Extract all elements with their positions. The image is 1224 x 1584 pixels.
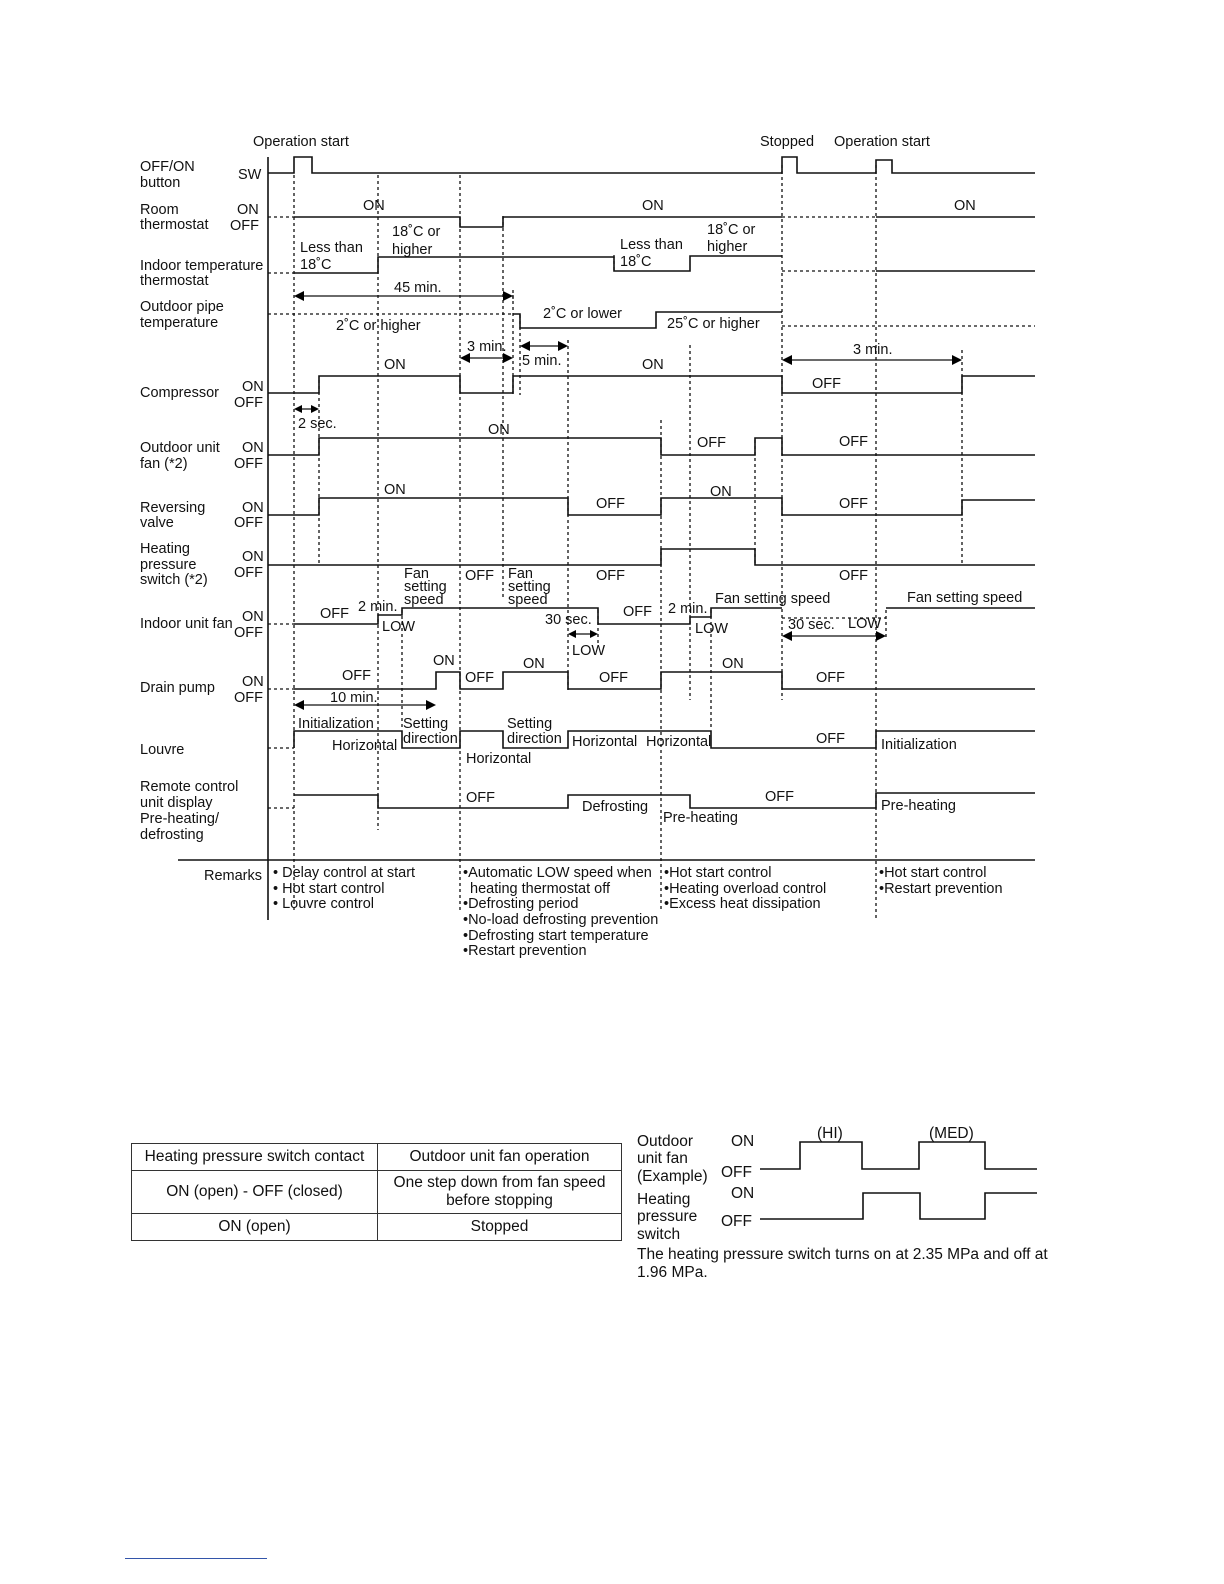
svg-text:OFF: OFF — [816, 670, 845, 686]
svg-text:OFF: OFF — [816, 731, 845, 747]
cell-line: One step down from fan speed — [393, 1174, 606, 1191]
svg-text:Remote control: Remote control — [140, 779, 239, 795]
svg-text:30 sec.: 30 sec. — [545, 612, 592, 628]
reversing-valve-signal — [268, 498, 1035, 515]
svg-text:OFF: OFF — [230, 218, 259, 234]
svg-text:Room: Room — [140, 202, 179, 218]
svg-text:OFF: OFF — [320, 606, 349, 622]
svg-text:Horizontal: Horizontal — [572, 734, 638, 750]
svg-text:Outdoor unit: Outdoor unit — [140, 440, 220, 456]
svg-text:higher: higher — [707, 239, 748, 255]
svg-text:OFF: OFF — [839, 434, 868, 450]
svg-text:ON: ON — [642, 357, 664, 373]
svg-text:OFF: OFF — [234, 565, 263, 581]
level-label: ON — [731, 1185, 755, 1202]
cell-line: before stopping — [446, 1192, 553, 1209]
svg-text:OFF: OFF — [623, 604, 652, 620]
header-contact: Heating pressure switch contact — [132, 1144, 378, 1171]
svg-text:2 sec.: 2 sec. — [298, 416, 337, 432]
svg-text:LOW: LOW — [382, 619, 416, 635]
indoor-thermo-signal — [294, 256, 782, 273]
speed-label: (MED) — [929, 1125, 974, 1142]
svg-text:25˚C or higher: 25˚C or higher — [667, 316, 760, 332]
level-label: OFF — [721, 1213, 752, 1230]
svg-text:Horizontal: Horizontal — [466, 751, 532, 767]
svg-text:2 min.: 2 min. — [668, 601, 708, 617]
svg-text:ON: ON — [242, 379, 264, 395]
row-label: Heating — [637, 1191, 691, 1208]
svg-text:2˚C or lower: 2˚C or lower — [543, 306, 622, 322]
speed-label: (HI) — [817, 1125, 843, 1142]
remarks — [204, 865, 1003, 959]
svg-text:valve: valve — [140, 515, 174, 531]
table-row — [132, 1214, 622, 1241]
svg-text:Remarks: Remarks — [204, 868, 263, 884]
svg-text:•Heating overload control: •Heating overload control — [664, 881, 827, 897]
svg-text:speed: speed — [508, 592, 548, 608]
svg-text:OFF: OFF — [342, 668, 371, 684]
pressure-switch-signal — [760, 1193, 1037, 1219]
svg-text:setting: setting — [508, 579, 551, 595]
svg-text:3 min.: 3 min. — [467, 339, 507, 355]
table-row — [132, 1171, 622, 1214]
svg-text:ON: ON — [242, 440, 264, 456]
svg-text:speed: speed — [404, 592, 444, 608]
svg-text:ON: ON — [642, 198, 664, 214]
svg-text:pressure: pressure — [140, 557, 197, 573]
svg-text:Setting: Setting — [507, 716, 553, 732]
svg-text:OFF: OFF — [234, 690, 263, 706]
svg-text:OFF: OFF — [234, 395, 263, 411]
label-operation-start-1: Operation start — [253, 134, 349, 150]
svg-text:18˚C or: 18˚C or — [392, 224, 441, 240]
svg-text:LOW: LOW — [695, 621, 729, 637]
svg-text:•Defrosting start temperature: •Defrosting start temperature — [463, 928, 649, 944]
svg-text:SW: SW — [238, 167, 262, 183]
svg-text:ON: ON — [384, 482, 406, 498]
row-label: switch — [637, 1226, 681, 1243]
svg-text:•Excess heat dissipation: •Excess heat dissipation — [664, 896, 821, 912]
svg-text:fan (*2): fan (*2) — [140, 456, 188, 472]
svg-text:ON: ON — [722, 656, 744, 672]
cell-fan-operation — [378, 1171, 622, 1214]
svg-text:higher: higher — [392, 242, 433, 258]
svg-text:30 sec.: 30 sec. — [788, 617, 835, 633]
row-label: (Example) — [637, 1168, 708, 1185]
svg-text:Less than: Less than — [620, 237, 683, 253]
cell-contact: ON (open) - OFF (closed) — [132, 1171, 378, 1214]
svg-text:ON: ON — [242, 674, 264, 690]
header-fan-operation: Outdoor unit fan operation — [378, 1144, 622, 1171]
svg-text:•Hot start control: •Hot start control — [664, 865, 772, 881]
svg-text:Fan setting speed: Fan setting speed — [715, 591, 831, 607]
svg-text:Louvre: Louvre — [140, 742, 185, 758]
svg-text:OFF: OFF — [465, 670, 494, 686]
svg-text:Defrosting: Defrosting — [582, 799, 649, 815]
svg-text:direction: direction — [507, 731, 562, 747]
svg-text:•Restart prevention: •Restart prevention — [463, 943, 587, 959]
svg-text:•Hot start control: •Hot start control — [879, 865, 987, 881]
svg-text:Drain pump: Drain pump — [140, 680, 215, 696]
outdoor-fan-signal — [268, 438, 1035, 455]
svg-text:OFF: OFF — [839, 568, 868, 584]
svg-text:Initialization: Initialization — [298, 716, 374, 732]
pressure-switch-note: The heating pressure switch turns on at 2.35 MPa and off at 1.96 MPa. — [637, 1246, 1048, 1281]
svg-text:OFF/ON: OFF/ON — [140, 159, 195, 175]
svg-text:switch (*2): switch (*2) — [140, 572, 208, 588]
cell-fan-operation: Stopped — [378, 1214, 622, 1241]
svg-text:OFF: OFF — [599, 670, 628, 686]
svg-text:button: button — [140, 175, 181, 191]
svg-text:• Delay control at start: • Delay control at start — [273, 865, 416, 881]
svg-text:OFF: OFF — [234, 456, 263, 472]
svg-text:LOW: LOW — [572, 643, 606, 659]
svg-text:2 min.: 2 min. — [358, 599, 398, 615]
svg-text:direction: direction — [403, 731, 458, 747]
svg-text:ON: ON — [433, 653, 455, 669]
svg-text:OFF: OFF — [839, 496, 868, 512]
cell-contact: ON (open) — [132, 1214, 378, 1241]
svg-text:thermostat: thermostat — [140, 217, 209, 233]
row-label: unit fan — [637, 1150, 688, 1167]
svg-text:unit display: unit display — [140, 795, 213, 811]
svg-text:•Automatic LOW speed when: •Automatic LOW speed when — [463, 865, 652, 881]
svg-text:OFF: OFF — [465, 568, 494, 584]
svg-text:Compressor: Compressor — [140, 385, 219, 401]
heating-pressure-signal — [268, 549, 1035, 565]
label-operation-start-2: Operation start — [834, 134, 930, 150]
svg-text:defrosting: defrosting — [140, 827, 204, 843]
svg-text:ON: ON — [237, 202, 259, 218]
svg-text:Horizontal: Horizontal — [646, 734, 712, 750]
svg-text:Indoor temperature: Indoor temperature — [140, 258, 264, 274]
svg-text:18˚C: 18˚C — [300, 257, 332, 273]
svg-text:Horizontal: Horizontal — [332, 738, 398, 754]
svg-text:45 min.: 45 min. — [394, 280, 442, 296]
svg-text:ON: ON — [363, 198, 385, 214]
svg-text:Heating: Heating — [140, 541, 190, 557]
svg-text:Fan: Fan — [404, 566, 429, 582]
svg-text:• Louvre control: • Louvre control — [273, 896, 374, 912]
svg-text:Pre-heating: Pre-heating — [881, 798, 956, 814]
svg-text:Outdoor pipe: Outdoor pipe — [140, 299, 224, 315]
level-label: ON — [731, 1133, 755, 1150]
svg-text:2˚C or higher: 2˚C or higher — [336, 318, 421, 334]
svg-text:temperature: temperature — [140, 315, 219, 331]
svg-text:3 min.: 3 min. — [853, 342, 893, 358]
svg-text:OFF: OFF — [812, 376, 841, 392]
svg-text:OFF: OFF — [466, 790, 495, 806]
svg-text:OFF: OFF — [234, 625, 263, 641]
row-label: pressure — [637, 1208, 698, 1225]
fan-example-signal — [760, 1142, 1037, 1169]
svg-text:LOW: LOW — [848, 616, 882, 632]
row-labels — [140, 159, 264, 843]
svg-text:Initialization: Initialization — [881, 737, 957, 753]
svg-text:18˚C: 18˚C — [620, 254, 652, 270]
svg-text:Less than: Less than — [300, 240, 363, 256]
svg-text:OFF: OFF — [697, 435, 726, 451]
svg-text:Pre-heating: Pre-heating — [663, 810, 738, 826]
sw-signal — [268, 157, 1035, 173]
svg-text:OFF: OFF — [234, 515, 263, 531]
drain-pump-signal — [294, 672, 1035, 689]
svg-text:5 min.: 5 min. — [522, 353, 562, 369]
svg-text:Indoor unit fan: Indoor unit fan — [140, 616, 233, 632]
svg-text:heating thermostat off: heating thermostat off — [470, 881, 610, 897]
svg-text:ON: ON — [242, 500, 264, 516]
level-label: OFF — [721, 1164, 752, 1181]
svg-text:• Hot start control: • Hot start control — [273, 881, 385, 897]
svg-text:ON: ON — [954, 198, 976, 214]
heating-pressure-switch-table — [131, 1143, 622, 1241]
svg-text:•Defrosting period: •Defrosting period — [463, 896, 579, 912]
svg-text:OFF: OFF — [596, 496, 625, 512]
svg-text:OFF: OFF — [596, 568, 625, 584]
svg-text:•No-load defrosting prevention: •No-load defrosting prevention — [463, 912, 659, 928]
svg-text:ON: ON — [384, 357, 406, 373]
svg-text:Pre-heating/: Pre-heating/ — [140, 811, 219, 827]
table-header-row — [132, 1144, 622, 1171]
svg-text:•Restart prevention: •Restart prevention — [879, 881, 1003, 897]
svg-text:ON: ON — [523, 656, 545, 672]
row-label: Outdoor — [637, 1133, 694, 1150]
svg-text:ON: ON — [710, 484, 732, 500]
label-stopped: Stopped — [760, 134, 815, 150]
svg-text:10 min.: 10 min. — [330, 690, 378, 706]
svg-text:Reversing: Reversing — [140, 500, 206, 516]
svg-text:Fan setting speed: Fan setting speed — [907, 590, 1023, 606]
svg-text:Setting: Setting — [403, 716, 449, 732]
svg-text:ON: ON — [488, 422, 510, 438]
svg-text:setting: setting — [404, 579, 447, 595]
footer-rule — [125, 1558, 267, 1559]
fan-example-diagram — [632, 1118, 1052, 1244]
svg-text:ON: ON — [242, 549, 264, 565]
svg-text:18˚C or: 18˚C or — [707, 222, 756, 238]
compressor-signal — [268, 376, 1035, 393]
svg-text:ON: ON — [242, 609, 264, 625]
svg-text:Fan: Fan — [508, 566, 533, 582]
svg-text:thermostat: thermostat — [140, 273, 209, 289]
svg-text:OFF: OFF — [765, 789, 794, 805]
